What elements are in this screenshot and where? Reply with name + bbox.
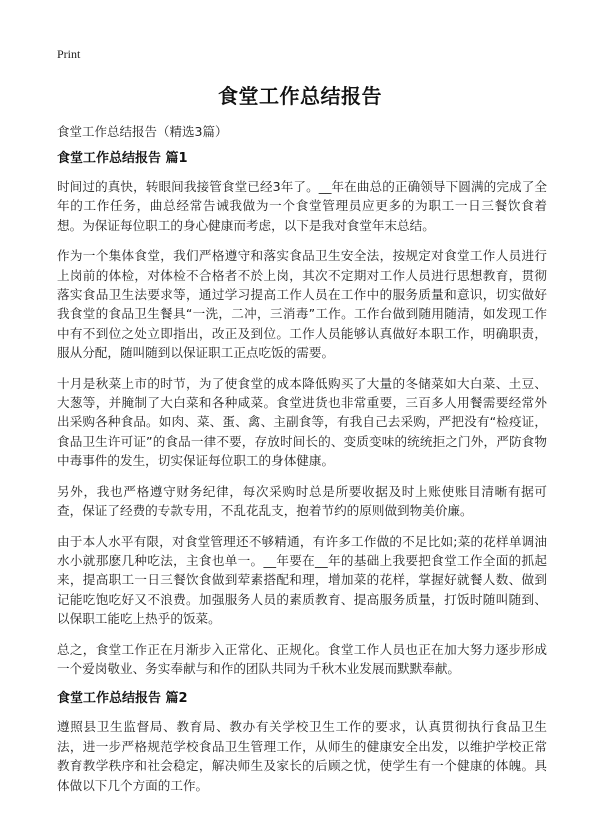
paragraph: 时间过的真快，转眼间我接管食堂已经3年了。__年在曲总的正确领导下圆满的完成了全年的工作任务，曲总经常告诫我做为一个食堂管理员应更多的为职工一日三餐饮食着想。为保证每位职工的身心健康而考虑，以下是我对食堂年末总结。 xyxy=(57,179,547,233)
paragraph: 十月是秋菜上市的时节，为了使食堂的成本降低购买了大量的冬储菜如大白菜、土豆、大葱等，并腌制了大白菜和各种咸菜。食堂进货也非常重要，三百多人用餐需要经常外出采购各种食品。如肉、菜、蛋、禽、主副食等，有我自己去采购，严把没有“检疫证，食品卫生许可证”的食品一律不要，存放时间长的、变质变味的统统拒之门外，严防食物中毒事件的发生，切实保证每位职工的身体健康。 xyxy=(57,375,547,469)
section-2 xyxy=(57,690,547,795)
document-title: 食堂工作总结报告 xyxy=(218,84,382,108)
paragraph: 遵照县卫生监督局、教育局、教办有关学校卫生工作的要求，认真贯彻执行食品卫生法，进一步严格规范学校食品卫生管理工作，从师生的健康安全出发，以维护学校正常教育教学秩序和社会稳定，解决师生及家长的后顾之忧，使学生有一个健康的体魄。具体做以下几个方面的工作。 xyxy=(57,719,547,793)
print-link[interactable]: Print xyxy=(57,47,81,61)
section-1 xyxy=(57,150,547,678)
paragraph: 总之，食堂工作正在月渐步入正常化、正规化。食堂工作人员也正在加大努力逐步形成一个爱岗敬业、务实奉献与和作的团队共同为千秋木业发展而默默奉献。 xyxy=(57,641,547,676)
paragraph: 另外，我也严格遵守财务纪律，每次采购时总是所要收据及时上账使账目清晰有据可查，保证了经费的专款专用，不乱花乱支，抱着节约的原则做到物美价廉。 xyxy=(57,483,547,519)
section-heading: 食堂工作总结报告 篇2 xyxy=(57,691,188,707)
paragraph: 由于本人水平有限，对食堂管理还不够精通，有许多工作做的不足比如;菜的花样单调油水小就那麽几种吃法，主食也单一。__年要在__年的基础上我要把食堂工作全面的抓起来，提高职工一日三餐饮食做到荤素搭配和理，增加菜的花样，掌握好就餐人数、做到记能吃饱吃好又不浪费。加强服务人员的素质教育、提高服务质量，打饭时随叫随到、以保职工能吃上热乎的饭菜。 xyxy=(57,533,547,627)
document-body xyxy=(57,150,547,806)
document-subtitle: 食堂工作总结报告（精选3篇） xyxy=(57,124,228,139)
paragraph: 作为一个集体食堂，我们严格遵守和落实食品卫生安全法，按规定对食堂工作人员进行上岗前的体检，对体检不合格者不於上岗，其次不定期对工作人员进行思想教育，贯彻落实食品卫生法要求等，通过学习提高工作人员在工作中的服务质量和意识，切实做好我食堂的食品卫生餐具“一洗，二冲，三消毒”工作。工作台做到随用随清，如发现工作中有不到位之处立即指出，改正及到位。工作人员能够认真做好本职工作，明确职责，服从分配，随叫随到以保证职工正点吃饭的需要。 xyxy=(57,248,547,361)
section-heading: 食堂工作总结报告 篇1 xyxy=(57,151,188,166)
